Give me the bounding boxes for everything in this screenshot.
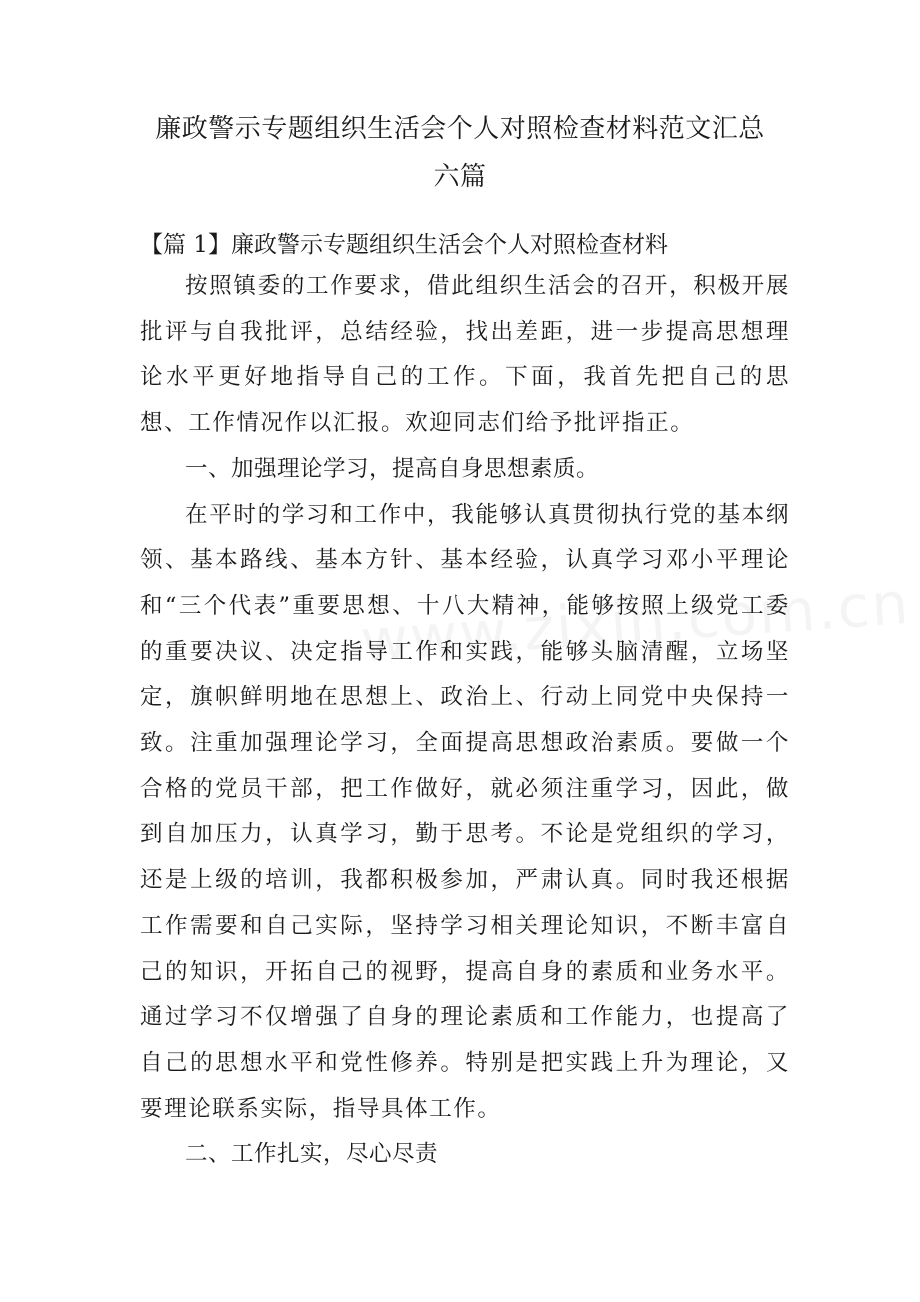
intro-paragraph: 按照镇委的工作要求，借此组织生活会的召开，积极开展批评与自我批评，总结经验，找出差距，进一步提高思想理论水平更好地指导自己的工作。下面，我首先把自己的思想、工作情况作以汇报。欢迎同志们给予批评指正。 xyxy=(140,273,790,437)
document-title: 廉政警示专题组织生活会个人对照检查材料范文汇总 xyxy=(155,114,765,144)
body-paragraph: 在平时的学习和工作中，我能够认真贯彻执行党的基本纲领、基本路线、基本方针、基本经验，认真学习邓小平理论和“三个代表”重要思想、十八大精神，能够按照上级党工委的重要决议、决定指导工作和实践，能够头脑清醒，立场坚定，旗帜鲜明地在思想上、政治上、行动上同党中央保持一致。注重加强理论学习，全面提高思想政治素质。要做一个合格的党员干部，把工作做好，就必须注重学习，因此，做到自加压力，认真学习，勤于思考。不论是党组织的学习，还是上级的培训，我都积极参加，严肃认真。同时我还根据工作需要和自己实际，坚持学习相关理论知识，不断丰富自己的知识，开拓自己的视野，提高自身的素质和业务水平。通过学习不仅增强了自身的理论素质和工作能力，也提高了自己的思想水平和党性修养。特别是把实践上升为理论，又要理论联系实际，指导具体工作。 xyxy=(140,501,790,1122)
document-title-continued: 六篇 xyxy=(433,162,487,192)
subheading-1: 一、加强理论学习，提高自身思想素质。 xyxy=(185,455,600,482)
subheading-2: 二、工作扎实，尽心尽责 xyxy=(185,1141,439,1168)
body-text xyxy=(140,264,790,1178)
section-heading: 【篇 1】廉政警示专题组织生活会个人对照检查材料 xyxy=(140,232,668,258)
